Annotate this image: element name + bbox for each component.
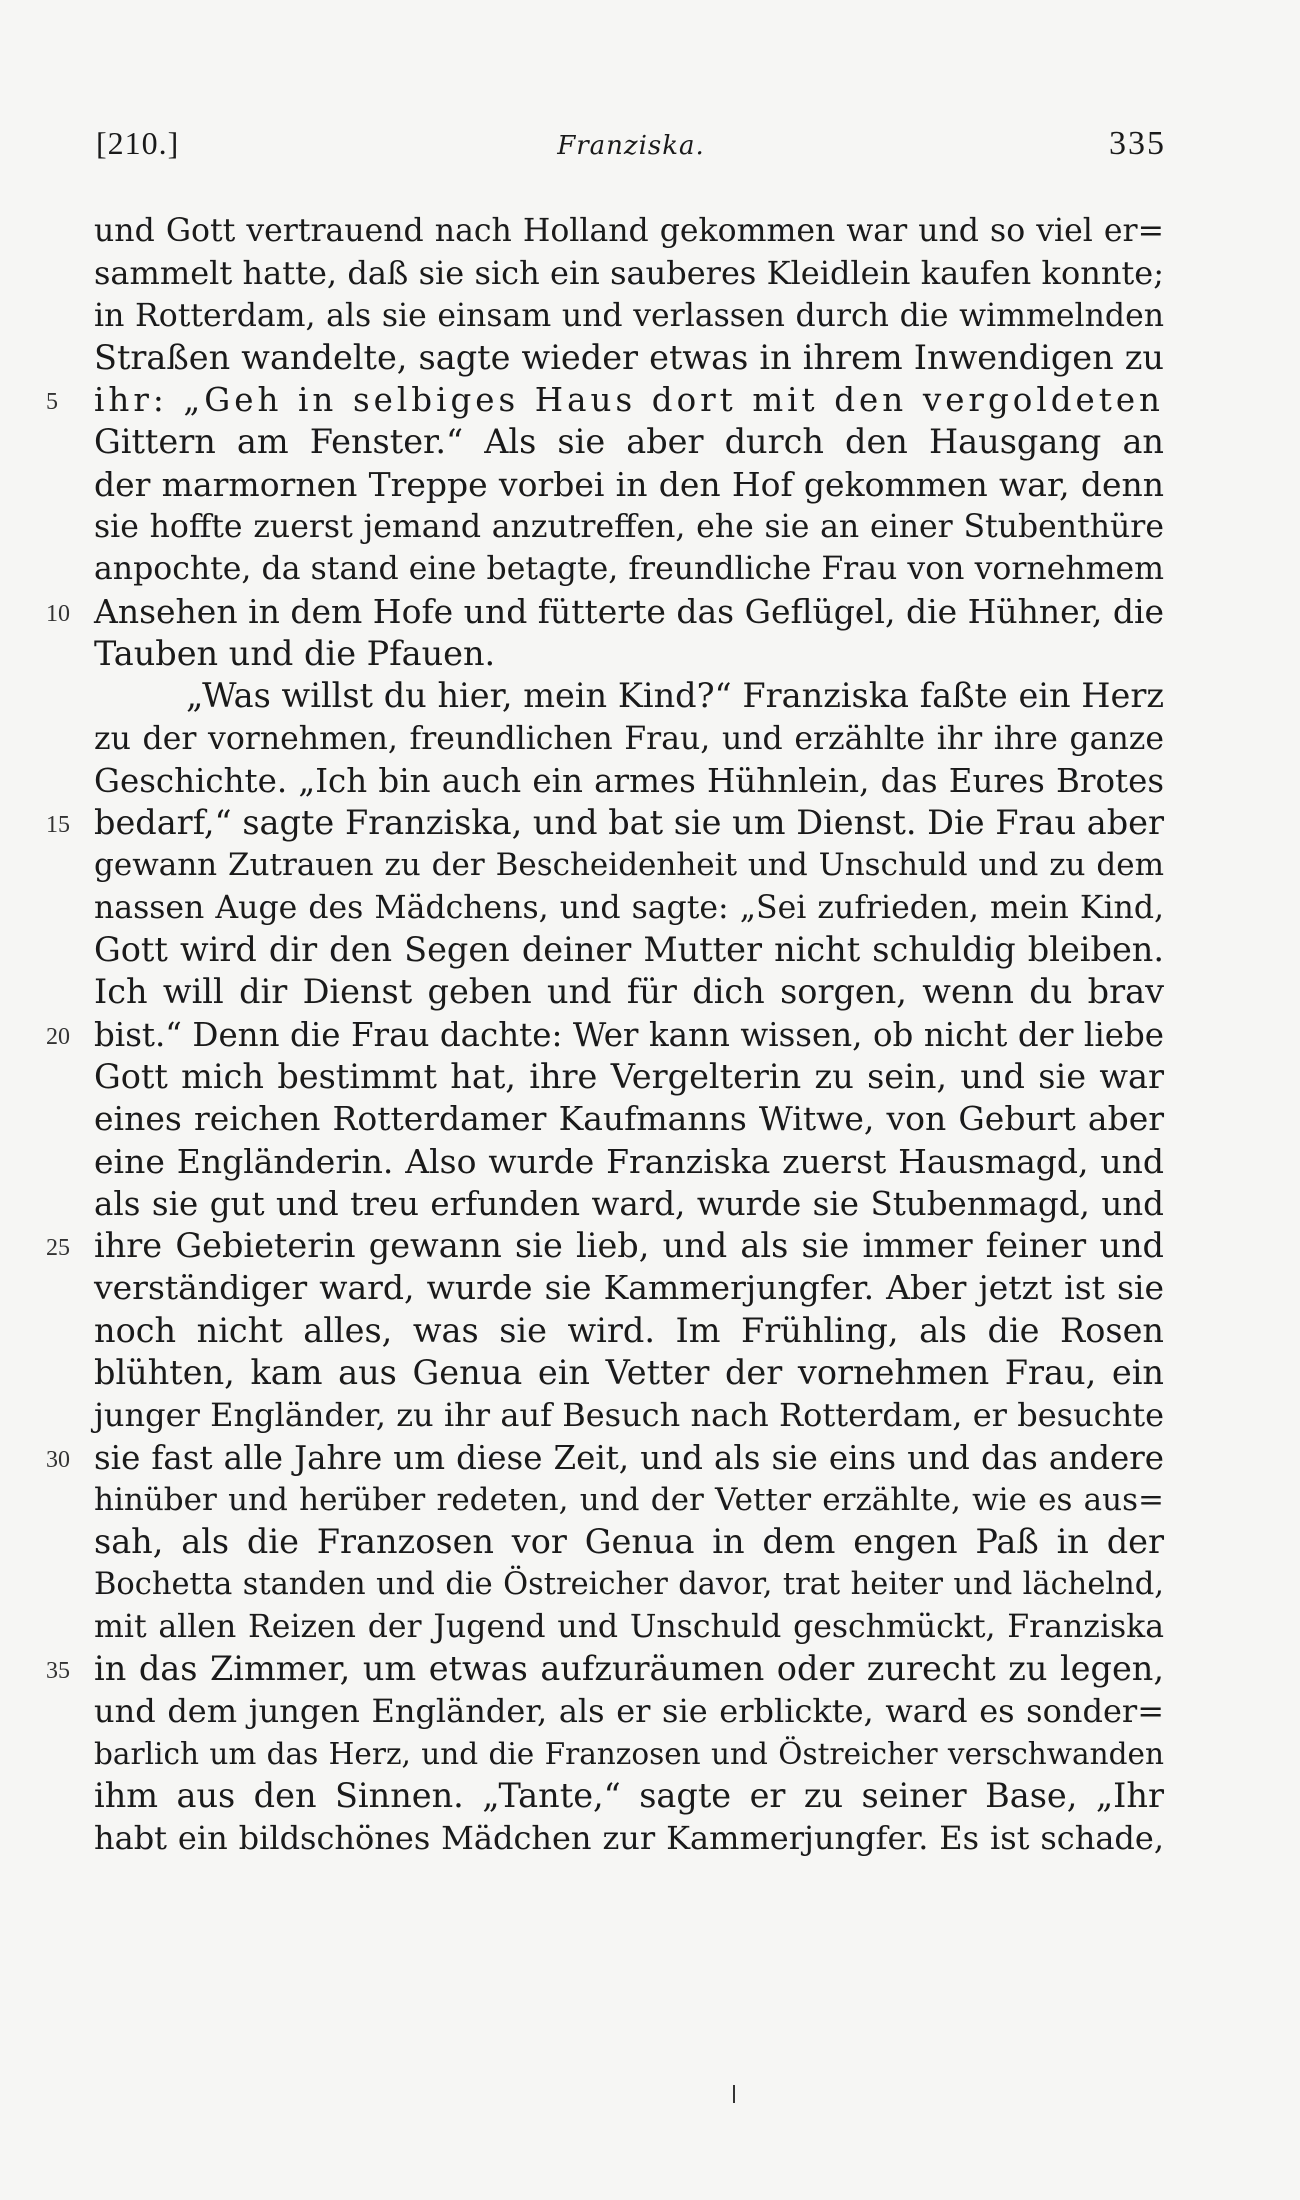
text-line: ihr: „Geh in selbiges Haus dort mit den vergoldeten <box>94 381 1164 420</box>
text-line: eine Engländerin. Also wurde Franziska zuerst Hausmagd, und <box>94 1141 1164 1181</box>
text-line: habt ein bildschönes Mädchen zur Kammerjungfer. Es ist schade, <box>94 1819 1164 1858</box>
chapter-title: Franziska. <box>557 131 705 161</box>
text-line: gewann Zutrauen zu der Bescheidenheit und Unschuld und zu dem <box>94 847 1164 884</box>
text-line: in Rotterdam, als sie einsam und verlassen durch die wimmelnden <box>94 297 1164 334</box>
line-number: 35 <box>46 1658 70 1685</box>
running-head <box>96 125 1166 175</box>
line-number: 15 <box>46 812 70 839</box>
text-line-wrap <box>46 591 1165 633</box>
text-line: verständiger ward, wurde sie Kammerjungfer. Aber jetzt ist sie <box>94 1268 1164 1308</box>
text-line: und Gott vertrauend nach Holland gekommen war und so viel er= <box>94 213 1164 249</box>
text-line: Gott wird dir den Segen deiner Mutter nicht schuldig bleiben. <box>94 930 1164 970</box>
text-line: Geschichte. „Ich bin auch ein armes Hühnlein, das Eures Brotes <box>94 761 1164 800</box>
text-line: anpochte, da stand eine betagte, freundliche Frau von vornehmem <box>94 551 1164 588</box>
text-line: Straßen wandelte, sagte wieder etwas in ihrem Inwendigen zu <box>94 337 1164 377</box>
text-line: nassen Auge des Mädchens, und sagte: „Sei zufrieden, mein Kind, <box>94 889 1164 926</box>
text-line: junger Engländer, zu ihr auf Besuch nach Rotterdam, er besuchte <box>94 1396 1164 1435</box>
text-line: hinüber und herüber redeten, und der Vetter erzählte, wie es aus= <box>94 1481 1164 1518</box>
text-line: sie hoffte zuerst jemand anzutreffen, ehe sie an einer Stubenthüre <box>94 509 1164 546</box>
text-line: ihre Gebieterin gewann sie lieb, und als sie immer feiner und <box>94 1226 1164 1266</box>
text-line-wrap <box>46 379 1164 421</box>
text-line: eines reichen Rotterdamer Kaufmanns Witwe, von Geburt aber <box>94 1099 1164 1139</box>
text-line-wrap <box>46 1225 1164 1267</box>
page-reference: [210.] <box>96 125 180 161</box>
text-line: in das Zimmer, um etwas aufzuräumen oder zurecht zu legen, <box>94 1649 1164 1689</box>
text-line-wrap <box>46 1014 1164 1056</box>
text-line: mit allen Reizen der Jugend und Unschuld geschmückt, Franziska <box>94 1608 1164 1645</box>
text-line: Gott mich bestimmt hat, ihre Vergelterin zu sein, und sie war <box>94 1056 1164 1096</box>
line-number: 30 <box>46 1446 70 1473</box>
text-line: sah, als die Franzosen vor Genua in dem engen Paß in der <box>94 1522 1164 1562</box>
text-line: Tauben und die Pfauen. <box>94 633 496 673</box>
text-line-wrap <box>46 802 1164 844</box>
body-text <box>46 210 1165 1860</box>
text-line: blühten, kam aus Genua ein Vetter der vornehmen Frau, ein <box>94 1353 1164 1393</box>
line-number: 5 <box>46 389 62 416</box>
text-line: als sie gut und treu erfunden ward, wurde sie Stubenmagd, und <box>94 1184 1164 1223</box>
line-number: 25 <box>46 1235 70 1262</box>
text-line: Ansehen in dem Hofe und fütterte das Geflügel, die Hühner, die <box>94 591 1165 631</box>
text-line-wrap <box>46 1648 1164 1690</box>
text-line: Bochetta standen und die Östreicher davor, trat heiter und lächelnd, <box>94 1566 1164 1602</box>
text-line: ihm aus den Sinnen. „Tante,“ sagte er zu seiner Base, „Ihr <box>94 1775 1164 1815</box>
text-line: sammelt hatte, daß sie sich ein sauberes Kleidlein kaufen konnte; <box>94 254 1164 293</box>
line-number: 10 <box>46 600 70 627</box>
text-line: barlich um das Herz, und die Franzosen und Östreicher verschwanden <box>94 1736 1164 1771</box>
text-line: der marmornen Treppe vorbei in den Hof gekommen war, denn <box>94 464 1164 504</box>
text-line: bist.“ Denn die Frau dachte: Wer kann wissen, ob nicht der liebe <box>94 1015 1164 1054</box>
page-number: 335 <box>1109 125 1166 162</box>
text-line: noch nicht alles, was sie wird. Im Frühling, als die Rosen <box>94 1310 1164 1350</box>
text-line: „Was willst du hier, mein Kind?“ Franziska faßte ein Herz <box>186 676 1164 716</box>
text-line: sie fast alle Jahre um diese Zeit, und als sie eins und das andere <box>94 1438 1164 1477</box>
line-number: 20 <box>46 1023 70 1050</box>
printer-mark <box>733 2085 735 2103</box>
text-line: Ich will dir Dienst geben und für dich sorgen, wenn du brav <box>94 972 1164 1012</box>
text-line: und dem jungen Engländer, als er sie erblickte, ward es sonder= <box>94 1692 1164 1731</box>
text-line: bedarf,“ sagte Franziska, und bat sie um Dienst. Die Frau aber <box>94 803 1164 843</box>
text-line: Gittern am Fenster.“ Als sie aber durch den Hausgang an <box>94 422 1164 462</box>
text-line-wrap <box>46 1437 1164 1479</box>
text-line: zu der vornehmen, freundlichen Frau, und erzählte ihr ihre ganze <box>94 720 1164 757</box>
